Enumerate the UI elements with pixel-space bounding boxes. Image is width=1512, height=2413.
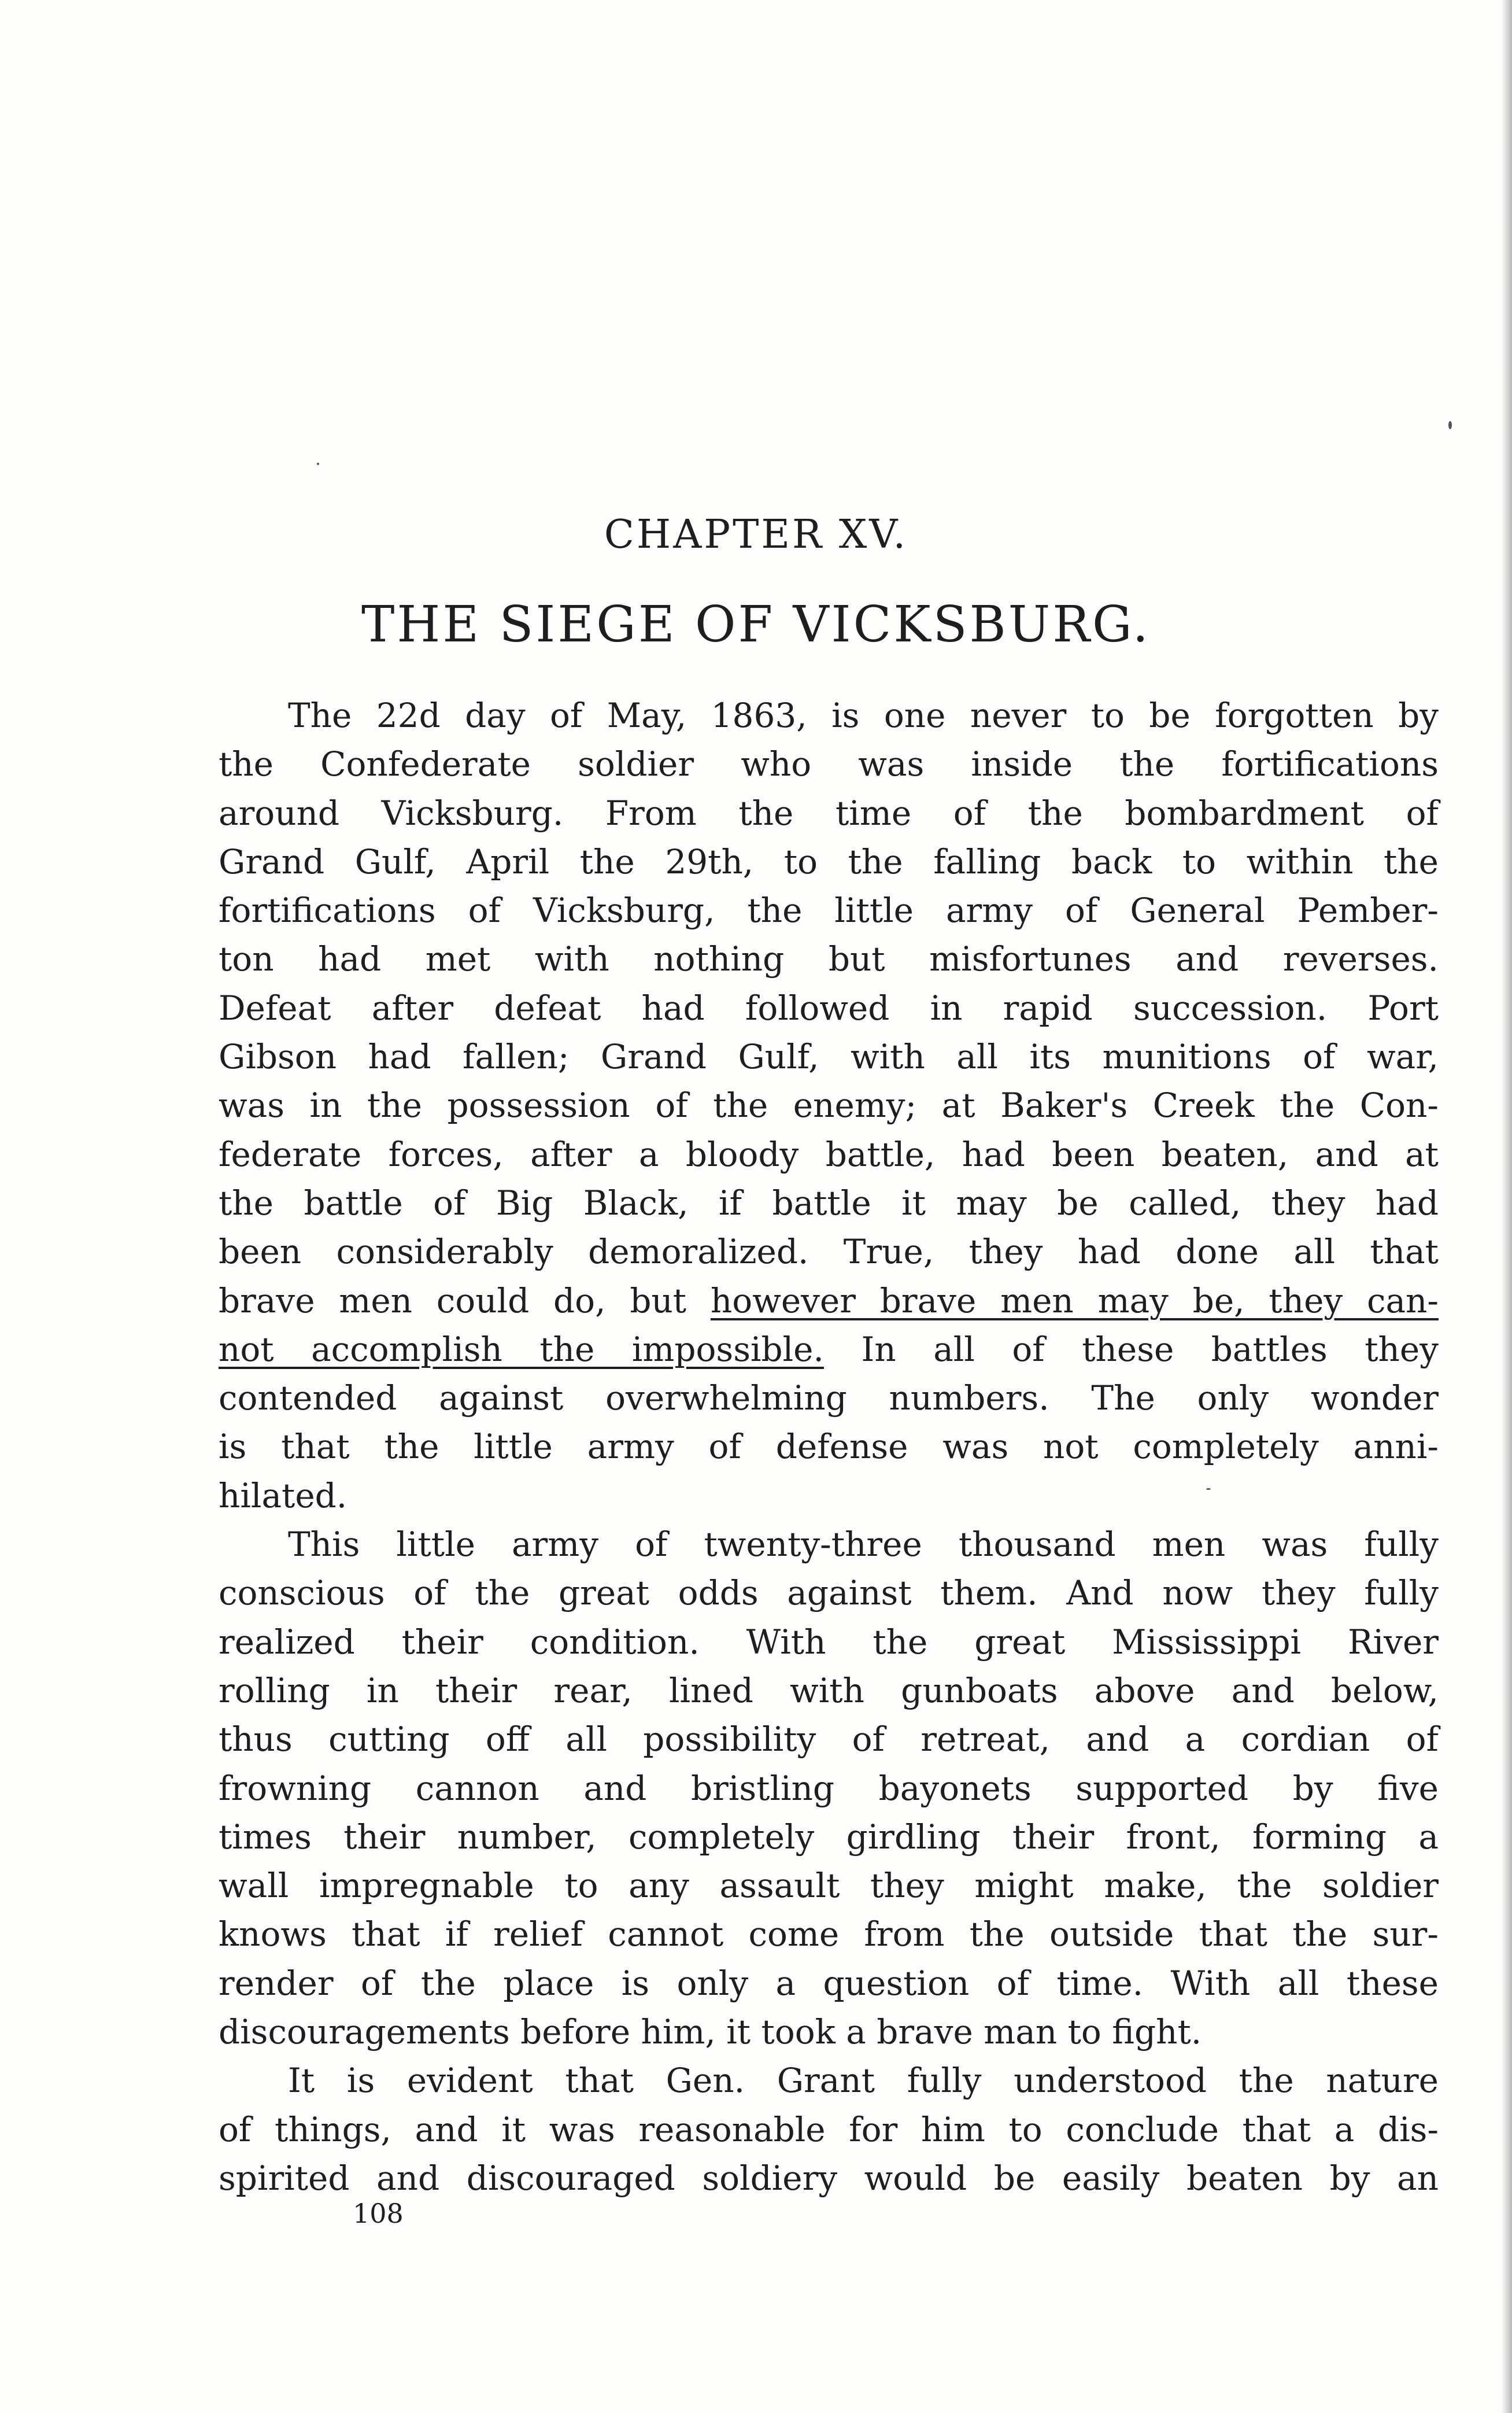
text-line: thus cutting off all possibility of retreat, and a cordian of — [219, 1720, 1439, 1759]
text-line: rolling in their rear, lined with gunboats above and below, — [219, 1670, 1439, 1710]
paper-speck — [1448, 421, 1452, 429]
page-number: 108 — [353, 2198, 404, 2229]
text-line: around Vicksburg. From the time of the bombardment of — [219, 793, 1439, 833]
text-line: This little army of twenty-three thousand men was fully — [288, 1525, 1439, 1565]
text-line: is that the little army of defense was not completely anni- — [219, 1427, 1439, 1467]
text-line — [219, 1325, 1439, 1374]
paragraph — [219, 691, 1439, 1520]
text-segment: brave men could do, but — [219, 1281, 711, 1320]
text-line: wall impregnable to any assault they might make, the soldier — [219, 1866, 1439, 1906]
text-line: frowning cannon and bristling bayonets supported by five — [219, 1768, 1439, 1808]
text-line: discouragements before him, it took a brave man to fight. — [219, 2012, 1202, 2052]
text-line: Defeat after defeat had followed in rapid succession. Port — [219, 988, 1439, 1028]
text-line: Gibson had fallen; Grand Gulf, with all its munitions of war, — [219, 1037, 1439, 1077]
text-line: of things, and it was reasonable for him to conclude that a dis- — [219, 2109, 1439, 2149]
text-line: was in the possession of the enemy; at Baker's Creek the Con- — [219, 1086, 1439, 1126]
text-line: the battle of Big Black, if battle it may be called, they had — [219, 1183, 1439, 1223]
body-text — [219, 691, 1439, 2202]
text-line: The 22d day of May, 1863, is one never to be forgotten by — [288, 696, 1439, 735]
text-line — [219, 1276, 1439, 1325]
text-line: hilated. — [219, 1475, 347, 1515]
text-line: federate forces, after a bloody battle, had been beaten, and at — [219, 1134, 1439, 1174]
text-segment: In all of these battles they — [823, 1329, 1439, 1369]
paragraph — [219, 2056, 1439, 2202]
text-line: realized their condition. With the great Mississippi River — [219, 1622, 1439, 1662]
underlined-text: however brave men may be, they can- — [710, 1281, 1439, 1320]
paper-speck — [317, 463, 319, 465]
text-line: conscious of the great odds against them. And now they fully — [219, 1573, 1439, 1613]
text-line: render of the place is only a question of time. With all these — [219, 1963, 1439, 2003]
underlined-text: not accomplish the impossible. — [219, 1329, 824, 1369]
text-line: It is evident that Gen. Grant fully understood the nature — [288, 2061, 1439, 2101]
text-line: ton had met with nothing but misfortunes and reverses. — [219, 939, 1439, 979]
page-edge-shadow — [1502, 0, 1512, 2413]
text-line: knows that if relief cannot come from the outside that the sur- — [219, 1914, 1439, 1954]
text-line: fortifications of Vicksburg, the little army of General Pember- — [219, 891, 1439, 931]
chapter-title: THE SIEGE OF VICKSBURG. — [361, 596, 1151, 654]
text-line: times their number, completely girdling their front, forming a — [219, 1817, 1439, 1857]
text-line: Grand Gulf, April the 29th, to the falling back to within the — [219, 842, 1439, 881]
chapter-label: CHAPTER XV. — [604, 512, 908, 558]
text-line: the Confederate soldier who was inside the fortifications — [219, 744, 1439, 784]
text-line: contended against overwhelming numbers. The only wonder — [219, 1378, 1439, 1418]
text-line: been considerably demoralized. True, they had done all that — [219, 1232, 1439, 1272]
paragraph — [219, 1520, 1439, 2056]
text-line: spirited and discouraged soldiery would be easily beaten by an — [219, 2158, 1439, 2198]
